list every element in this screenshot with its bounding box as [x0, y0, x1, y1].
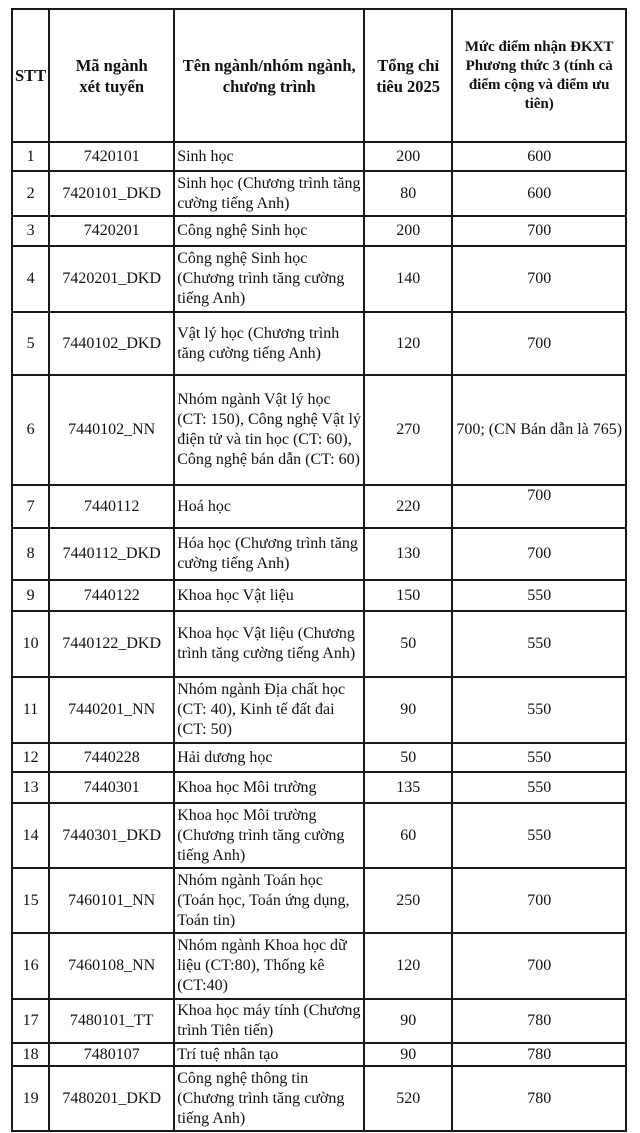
quota-cell: 120	[364, 312, 452, 375]
score-cell: 780	[452, 999, 626, 1043]
name-cell: Vật lý học (Chương trình tăng cường tiếng Anh)	[174, 312, 364, 375]
score-cell: 780	[452, 1043, 626, 1066]
quota-cell: 50	[364, 611, 452, 677]
stt-cell: 16	[12, 933, 49, 999]
quota-cell: 60	[364, 803, 452, 868]
table-row	[12, 528, 626, 580]
score-cell: 550	[452, 677, 626, 743]
code-cell: 7460108_NN	[49, 933, 174, 999]
stt-cell: 14	[12, 803, 49, 868]
name-cell: Công nghệ Sinh học (Chương trình tăng cường tiếng Anh)	[174, 246, 364, 312]
stt-cell: 19	[12, 1066, 49, 1131]
quota-cell: 520	[364, 1066, 452, 1131]
header-name: Tên ngành/nhóm ngành, chương trình	[174, 9, 364, 142]
stt-cell: 15	[12, 868, 49, 933]
quota-cell: 270	[364, 375, 452, 485]
name-cell: Hóa học (Chương trình tăng cường tiếng Anh)	[174, 528, 364, 580]
quota-cell: 250	[364, 868, 452, 933]
quota-cell: 135	[364, 772, 452, 803]
stt-cell: 7	[12, 485, 49, 528]
header-code: Mã ngành xét tuyển	[49, 9, 174, 142]
code-cell: 7440228	[49, 743, 174, 772]
stt-cell: 5	[12, 312, 49, 375]
stt-cell: 4	[12, 246, 49, 312]
stt-cell: 13	[12, 772, 49, 803]
header-stt: STT	[12, 9, 49, 142]
header-score: Mức điểm nhận ĐKXT Phương thức 3 (tính cả điểm cộng và điểm ưu tiên)	[452, 9, 626, 142]
code-cell: 7440112_DKD	[49, 528, 174, 580]
quota-cell: 90	[364, 1043, 452, 1066]
header-quota: Tổng chỉ tiêu 2025	[364, 9, 452, 142]
stt-cell: 12	[12, 743, 49, 772]
name-cell: Nhóm ngành Khoa học dữ liệu (CT:80), Thống kê (CT:40)	[174, 933, 364, 999]
stt-cell: 3	[12, 216, 49, 246]
code-cell: 7420101_DKD	[49, 171, 174, 216]
stt-cell: 2	[12, 171, 49, 216]
score-cell: 550	[452, 803, 626, 868]
stt-cell: 1	[12, 142, 49, 171]
score-cell: 700	[452, 528, 626, 580]
table-row	[12, 216, 626, 246]
code-cell: 7480107	[49, 1043, 174, 1066]
table-row	[12, 246, 626, 312]
header-row	[12, 9, 626, 142]
quota-cell: 90	[364, 677, 452, 743]
table-row	[12, 485, 626, 528]
score-cell: 700	[452, 485, 626, 528]
table-row	[12, 868, 626, 933]
stt-cell: 11	[12, 677, 49, 743]
code-cell: 7440102_NN	[49, 375, 174, 485]
code-cell: 7440122	[49, 580, 174, 611]
quota-cell: 200	[364, 142, 452, 171]
stt-cell: 8	[12, 528, 49, 580]
score-cell: 550	[452, 580, 626, 611]
score-cell: 700	[452, 246, 626, 312]
quota-cell: 90	[364, 999, 452, 1043]
quota-cell: 200	[364, 216, 452, 246]
name-cell: Công nghệ Sinh học	[174, 216, 364, 246]
name-cell: Nhóm ngành Toán học (Toán học, Toán ứng dụng, Toán tin)	[174, 868, 364, 933]
stt-cell: 10	[12, 611, 49, 677]
code-cell: 7420101	[49, 142, 174, 171]
quota-cell: 140	[364, 246, 452, 312]
quota-cell: 130	[364, 528, 452, 580]
score-cell: 700; (CN Bán dẫn là 765)	[452, 375, 626, 485]
table-row	[12, 743, 626, 772]
code-cell: 7440102_DKD	[49, 312, 174, 375]
score-cell: 600	[452, 142, 626, 171]
table-row	[12, 999, 626, 1043]
stt-cell: 18	[12, 1043, 49, 1066]
score-cell: 550	[452, 611, 626, 677]
score-cell: 700	[452, 868, 626, 933]
quota-cell: 50	[364, 743, 452, 772]
table-row	[12, 611, 626, 677]
table-row	[12, 142, 626, 171]
name-cell: Trí tuệ nhân tạo	[174, 1043, 364, 1066]
code-cell: 7440301	[49, 772, 174, 803]
table-body	[12, 142, 626, 1131]
name-cell: Khoa học máy tính (Chương trình Tiên tiến)	[174, 999, 364, 1043]
code-cell: 7480201_DKD	[49, 1066, 174, 1131]
table-row	[12, 677, 626, 743]
code-cell: 7440122_DKD	[49, 611, 174, 677]
score-cell: 700	[452, 216, 626, 246]
name-cell: Nhóm ngành Địa chất học (CT: 40), Kinh tế đất đai (CT: 50)	[174, 677, 364, 743]
code-cell: 7460101_NN	[49, 868, 174, 933]
code-cell: 7440112	[49, 485, 174, 528]
score-cell: 700	[452, 933, 626, 999]
name-cell: Hoá học	[174, 485, 364, 528]
score-cell: 600	[452, 171, 626, 216]
quota-cell: 80	[364, 171, 452, 216]
name-cell: Khoa học Môi trường (Chương trình tăng cường tiếng Anh)	[174, 803, 364, 868]
stt-cell: 9	[12, 580, 49, 611]
code-cell: 7420201	[49, 216, 174, 246]
table-row	[12, 1066, 626, 1131]
name-cell: Sinh học (Chương trình tăng cường tiếng Anh)	[174, 171, 364, 216]
table-row	[12, 375, 626, 485]
name-cell: Khoa học Môi trường	[174, 772, 364, 803]
name-cell: Công nghệ thông tin (Chương trình tăng cường tiếng Anh)	[174, 1066, 364, 1131]
name-cell: Hải dương học	[174, 743, 364, 772]
quota-cell: 150	[364, 580, 452, 611]
score-cell: 550	[452, 743, 626, 772]
code-cell: 7440201_NN	[49, 677, 174, 743]
table-row	[12, 933, 626, 999]
table-row	[12, 803, 626, 868]
stt-cell: 6	[12, 375, 49, 485]
score-cell: 700	[452, 312, 626, 375]
quota-cell: 220	[364, 485, 452, 528]
name-cell: Sinh học	[174, 142, 364, 171]
admission-table	[11, 8, 627, 1132]
code-cell: 7440301_DKD	[49, 803, 174, 868]
name-cell: Nhóm ngành Vật lý học (CT: 150), Công nghệ Vật lý điện tử và tin học (CT: 60), Công nghệ bán dẫn (CT: 60)	[174, 375, 364, 485]
table-row	[12, 312, 626, 375]
score-cell: 780	[452, 1066, 626, 1131]
code-cell: 7420201_DKD	[49, 246, 174, 312]
table-row	[12, 772, 626, 803]
stt-cell: 17	[12, 999, 49, 1043]
quota-cell: 120	[364, 933, 452, 999]
score-cell: 550	[452, 772, 626, 803]
table-row	[12, 171, 626, 216]
table-row	[12, 1043, 626, 1066]
name-cell: Khoa học Vật liệu (Chương trình tăng cường tiếng Anh)	[174, 611, 364, 677]
name-cell: Khoa học Vật liệu	[174, 580, 364, 611]
code-cell: 7480101_TT	[49, 999, 174, 1043]
table-row	[12, 580, 626, 611]
